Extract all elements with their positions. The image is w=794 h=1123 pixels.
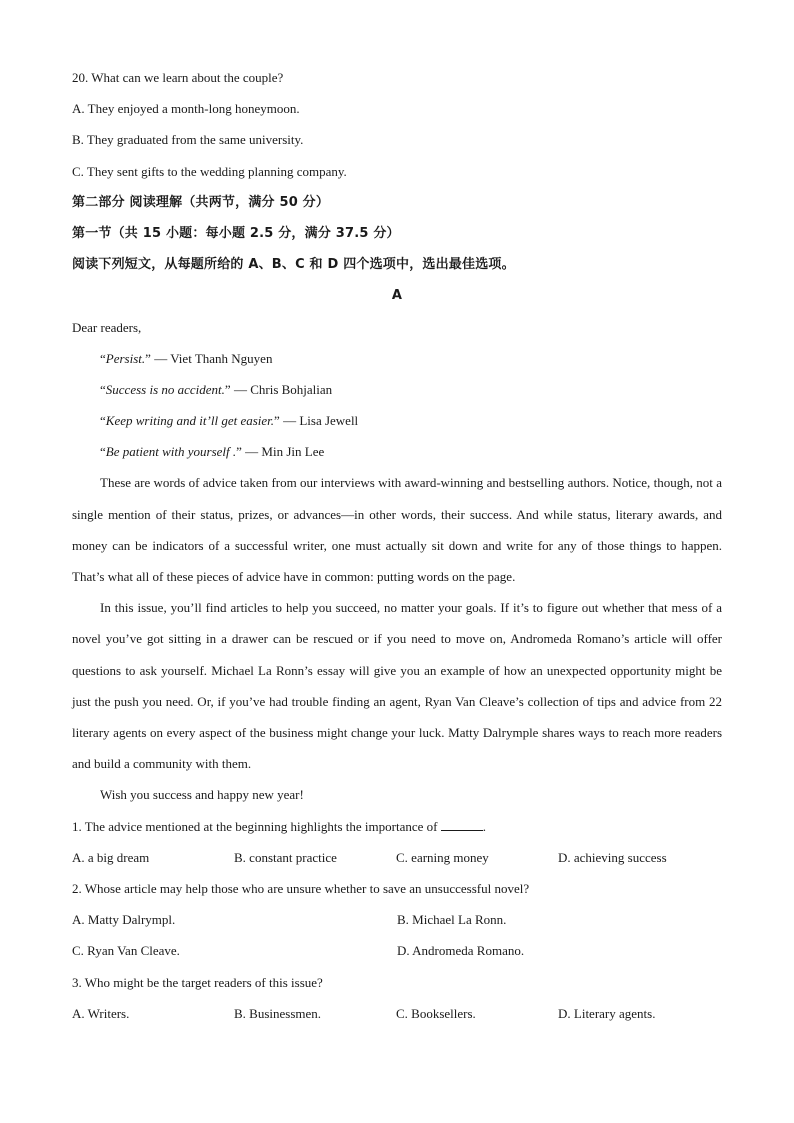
- quote-text: Success is no accident.: [105, 381, 225, 397]
- q1-stem-end: .: [482, 818, 486, 834]
- q3-option-c: C. Booksellers.: [396, 1005, 476, 1021]
- quote-text: Be patient with yourself .: [105, 444, 237, 460]
- q1-option-a: A. a big dream: [72, 849, 150, 865]
- q3-option-a: A. Writers.: [72, 1005, 130, 1021]
- quote-3: “Keep writing and it’ll get easier.” — Lisa Jewell: [100, 413, 359, 429]
- instruction: 阅读下列短文，从每题所给的 A、B、C 和 D 四个选项中，选出最佳选项。: [72, 257, 515, 273]
- paragraph-2: In this issue, you’ll find articles to help you succeed, no matter your goals. If it’s to figure out whether that mess of a novel you’ve got sitting in a drawer can be rescued or if you need to move on, Andromeda Romano’s article will offer questions to ask yourself. Michael La Ronn’s essay will give you an example of how an unexpected opportunity might be just the push you need. Or, if you’ve had trouble finding an agent, Ryan Van Cleave’s collection of tips and advice from 22 literary agents on every aspect of the business might change your luck. Matty Dalrymple shares ways to reach more readers and build a community with them.: [72, 600, 722, 772]
- quote-author: — Min Jin Lee: [241, 444, 325, 460]
- quote-text: Persist.: [105, 350, 146, 366]
- closing: Wish you success and happy new year!: [100, 787, 304, 803]
- q2-stem: 2. Whose article may help those who are unsure whether to save an unsuccessful novel?: [72, 881, 530, 897]
- q2-option-d: D. Andromeda Romano.: [397, 943, 525, 959]
- q3-stem: 3. Who might be the target readers of this issue?: [72, 974, 323, 990]
- q20-option-a: A. They enjoyed a month-long honeymoon.: [72, 101, 300, 117]
- quote-author: — Viet Thanh Nguyen: [150, 350, 273, 366]
- q1-stem-text: 1. The advice mentioned at the beginning highlights the importance of: [72, 818, 441, 834]
- quote-1: “Persist.” — Viet Thanh Nguyen: [100, 350, 273, 366]
- exam-page: [72, 62, 722, 1029]
- q3-option-d: D. Literary agents.: [558, 1005, 656, 1021]
- q2-options-row-2: [72, 935, 722, 966]
- q1-stem: [72, 811, 722, 842]
- q20-option-c: C. They sent gifts to the wedding planning company.: [72, 163, 347, 179]
- quote-text: Keep writing and it’ll get easier.: [105, 413, 275, 429]
- q1-options: [72, 842, 722, 873]
- subsection-title: 第一节（共 15 小题：每小题 2.5 分，满分 37.5 分）: [72, 225, 400, 241]
- q1-option-b: B. constant practice: [234, 849, 337, 865]
- q2-options-row-1: [72, 904, 722, 935]
- q20-stem: 20. What can we learn about the couple?: [72, 70, 284, 85]
- answer-blank: [441, 816, 483, 831]
- q3-option-b: B. Businessmen.: [234, 1005, 322, 1021]
- passage-label: A: [391, 288, 403, 304]
- q3-options: [72, 998, 722, 1029]
- q1-option-d: D. achieving success: [558, 849, 667, 865]
- q1-option-c: C. earning money: [396, 849, 489, 865]
- paragraph-1: These are words of advice taken from our interviews with award-winning and bestselling authors. Notice, though, not a single mention of their status, prizes, or advances—in other words, their success. And while status, literary awards, and money can be indicators of a successful writer, one must actually sit down and write for any of those things to happen. That’s what all of these pieces of advice have in common: putting words on the page.: [72, 475, 722, 585]
- q2-option-c: C. Ryan Van Cleave.: [72, 943, 180, 959]
- quote-author: — Lisa Jewell: [279, 413, 359, 429]
- quote-4: “Be patient with yourself .” — Min Jin Lee: [100, 444, 325, 460]
- greeting: Dear readers,: [72, 319, 142, 335]
- q2-option-a: A. Matty Dalrympl.: [72, 912, 176, 928]
- q20-option-b: B. They graduated from the same university.: [72, 132, 304, 148]
- part-title: 第二部分 阅读理解（共两节，满分 50 分）: [72, 194, 330, 210]
- q2-option-b: B. Michael La Ronn.: [397, 912, 507, 928]
- quote-author: — Chris Bohjalian: [230, 381, 333, 397]
- quote-2: “Success is no accident.” — Chris Bohjalian: [100, 381, 333, 397]
